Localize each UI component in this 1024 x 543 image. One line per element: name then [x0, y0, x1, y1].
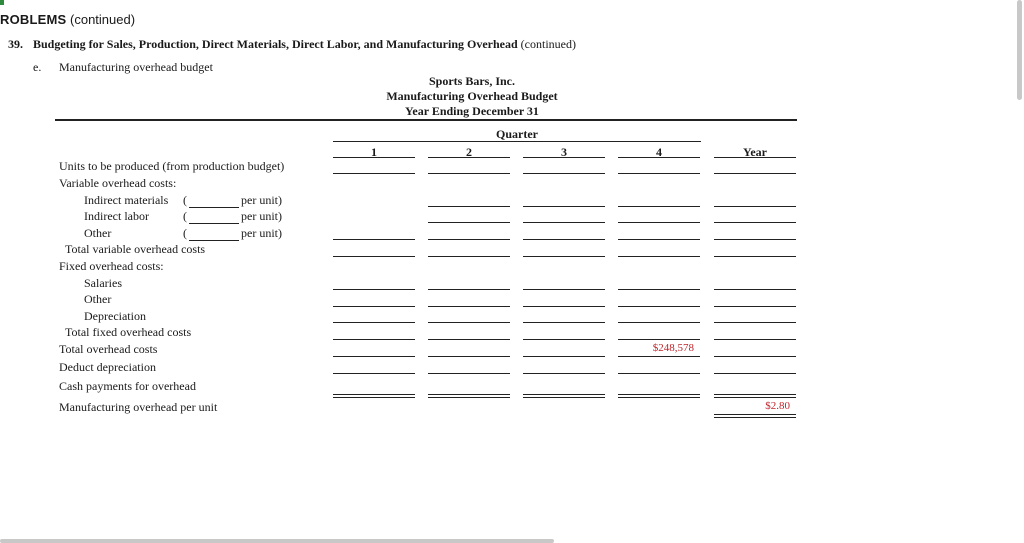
total-fixed-answer-line[interactable]: [428, 339, 510, 340]
indirect-labor-rate-blank[interactable]: [189, 212, 239, 224]
row-fixed-header: Fixed overhead costs:: [59, 259, 164, 273]
indirect-materials-answer-line[interactable]: [428, 206, 510, 207]
other-fixed-answer-line[interactable]: [333, 306, 415, 307]
col-q1: 1: [371, 145, 377, 159]
header-underline: [428, 157, 510, 158]
salaries-answer-line[interactable]: [333, 289, 415, 290]
total-fixed-answer-line[interactable]: [333, 339, 415, 340]
quarter-group-label: Quarter: [496, 127, 538, 141]
company-name: Sports Bars, Inc.: [428, 74, 515, 88]
depreciation-answer-line[interactable]: [523, 322, 605, 323]
cash-payments-answer-line[interactable]: [714, 394, 796, 398]
deduct-depreciation-answer-line[interactable]: [333, 373, 415, 374]
total-variable-answer-line[interactable]: [333, 256, 415, 257]
other-variable-answer-line[interactable]: [523, 239, 605, 240]
units-answer-line[interactable]: [523, 173, 605, 174]
units-answer-line[interactable]: [714, 173, 796, 174]
row-salaries-label: Salaries: [84, 276, 122, 290]
top-rule: [55, 119, 797, 121]
salaries-answer-line[interactable]: [618, 289, 700, 290]
row-other-fixed-label: Other: [84, 292, 112, 306]
col-q4: 4: [656, 145, 662, 159]
other-fixed-answer-line[interactable]: [428, 306, 510, 307]
indirect-materials-answer-line[interactable]: [714, 206, 796, 207]
deduct-depreciation-answer-line[interactable]: [428, 373, 510, 374]
total-variable-answer-line[interactable]: [523, 256, 605, 257]
indirect-materials-rate: ( per unit): [183, 193, 282, 207]
budget-name: Manufacturing Overhead Budget: [386, 89, 558, 103]
indirect-materials-rate-blank[interactable]: [189, 196, 239, 208]
depreciation-answer-line[interactable]: [618, 322, 700, 323]
other-variable-answer-line[interactable]: [714, 239, 796, 240]
section-header: ROBLEMS (continued): [0, 12, 136, 27]
horizontal-scrollbar[interactable]: [0, 539, 554, 543]
indirect-labor-answer-line[interactable]: [428, 222, 510, 223]
cash-payments-answer-line[interactable]: [618, 394, 700, 398]
total-fixed-answer-line[interactable]: [714, 339, 796, 340]
depreciation-answer-line[interactable]: [714, 322, 796, 323]
vertical-scrollbar[interactable]: [1017, 0, 1022, 100]
other-variable-rate-blank[interactable]: [189, 229, 239, 241]
total-variable-answer-line[interactable]: [618, 256, 700, 257]
depreciation-answer-line[interactable]: [428, 322, 510, 323]
col-q3: 3: [561, 145, 567, 159]
total-overhead-answer-line[interactable]: [428, 356, 510, 357]
row-deduct-depreciation-label: Deduct depreciation: [59, 360, 156, 374]
header-underline: [618, 157, 700, 158]
row-total-fixed-label: Total fixed overhead costs: [65, 325, 192, 339]
total-overhead-answer-line[interactable]: [333, 356, 415, 357]
quarter-group-rule: [333, 141, 701, 142]
other-fixed-answer-line[interactable]: [523, 306, 605, 307]
cash-payments-answer-line[interactable]: [428, 394, 510, 398]
row-units-label: Units to be produced (from production budget): [59, 159, 285, 173]
total-variable-answer-line[interactable]: [428, 256, 510, 257]
deduct-depreciation-answer-line[interactable]: [618, 373, 700, 374]
indirect-labor-answer-line[interactable]: [618, 222, 700, 223]
depreciation-answer-line[interactable]: [333, 322, 415, 323]
row-indirect-labor-label: Indirect labor: [84, 209, 149, 223]
total-overhead-answer-line[interactable]: [618, 356, 700, 357]
salaries-answer-line[interactable]: [714, 289, 796, 290]
row-overhead-per-unit-label: Manufacturing overhead per unit: [59, 400, 218, 414]
part-letter: e.: [33, 60, 42, 74]
row-cash-payments-label: Cash payments for overhead: [59, 379, 196, 393]
deduct-depreciation-answer-line[interactable]: [523, 373, 605, 374]
other-fixed-answer-line[interactable]: [714, 306, 796, 307]
other-variable-answer-line[interactable]: [333, 239, 415, 240]
overhead-rate-year-value: $2.80: [765, 400, 790, 412]
header-underline: [714, 157, 796, 158]
indirect-labor-rate: ( per unit): [183, 209, 282, 223]
overhead-per-unit-answer-line[interactable]: [714, 414, 796, 418]
total-fixed-answer-line[interactable]: [618, 339, 700, 340]
problem-title: Budgeting for Sales, Production, Direct Materials, Direct Labor, and Manufacturing Overhead (continued): [33, 37, 576, 51]
row-indirect-materials-label: Indirect materials: [84, 193, 169, 207]
total-overhead-answer-line[interactable]: [523, 356, 605, 357]
col-year: Year: [743, 145, 767, 159]
salaries-answer-line[interactable]: [523, 289, 605, 290]
salaries-answer-line[interactable]: [428, 289, 510, 290]
total-variable-answer-line[interactable]: [714, 256, 796, 257]
problem-number: 39.: [8, 37, 23, 51]
row-other-variable-label: Other: [84, 226, 112, 240]
other-variable-answer-line[interactable]: [618, 239, 700, 240]
total-fixed-answer-line[interactable]: [523, 339, 605, 340]
total-overhead-q4-value: $248,578: [652, 342, 694, 354]
row-variable-header: Variable overhead costs:: [59, 176, 177, 190]
other-variable-answer-line[interactable]: [428, 239, 510, 240]
units-answer-line[interactable]: [428, 173, 510, 174]
total-overhead-answer-line[interactable]: [714, 356, 796, 357]
indirect-labor-answer-line[interactable]: [523, 222, 605, 223]
row-total-overhead-label: Total overhead costs: [59, 342, 158, 356]
other-fixed-answer-line[interactable]: [618, 306, 700, 307]
budget-period: Year Ending December 31: [405, 104, 539, 118]
units-answer-line[interactable]: [333, 173, 415, 174]
indirect-labor-answer-line[interactable]: [714, 222, 796, 223]
header-underline: [333, 157, 415, 158]
col-q2: 2: [466, 145, 472, 159]
indirect-materials-answer-line[interactable]: [618, 206, 700, 207]
row-total-variable-label: Total variable overhead costs: [65, 242, 206, 256]
header-underline: [523, 157, 605, 158]
other-variable-rate: ( per unit): [183, 226, 282, 240]
indirect-materials-answer-line[interactable]: [523, 206, 605, 207]
row-depreciation-label: Depreciation: [84, 309, 146, 323]
page-corner-marker: [0, 0, 4, 5]
cash-payments-answer-line[interactable]: [333, 394, 415, 398]
deduct-depreciation-answer-line[interactable]: [714, 373, 796, 374]
cash-payments-answer-line[interactable]: [523, 394, 605, 398]
part-label: Manufacturing overhead budget: [59, 60, 213, 74]
units-answer-line[interactable]: [618, 173, 700, 174]
